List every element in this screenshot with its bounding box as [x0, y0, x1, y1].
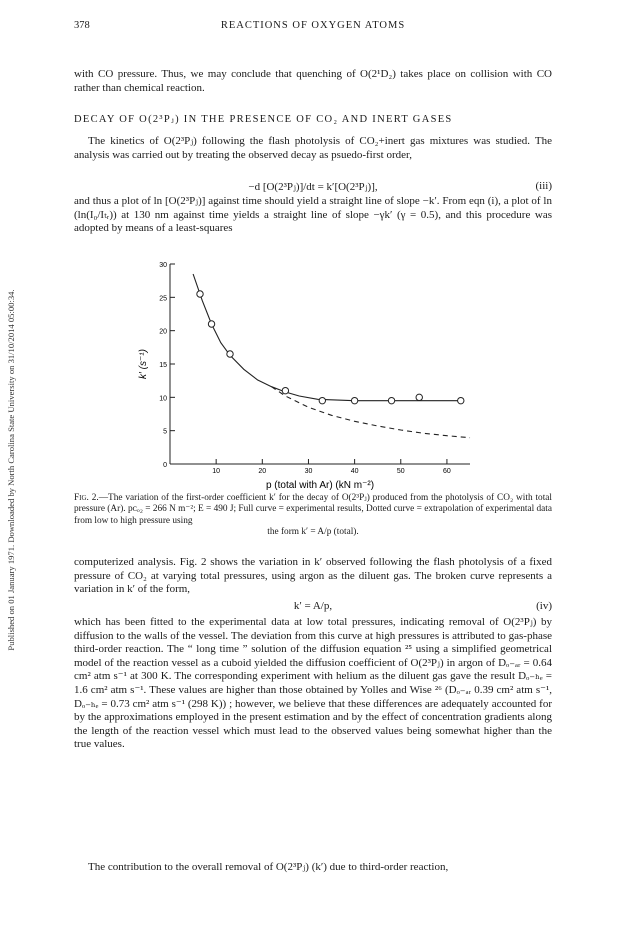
paragraph-4-text: computerized analysis. Fig. 2 shows the variation in k′ observed following the flash photolysis of a fixed pressure of CO₂ at varying total pressures, using argon as the diluent gas. The broken curve represents a variation in k′ of the form, — [74, 556, 552, 596]
y-tick-label: 10 — [159, 395, 167, 403]
paragraph-6-text: The contribution to the overall removal of O(2³Pⱼ) (k′) due to third-order reaction, — [88, 861, 449, 873]
equation-iii-body: −d [O(2³Pⱼ)]/dt = k′[O(2³Pⱼ)], — [248, 181, 378, 193]
running-title: REACTIONS OF OXYGEN ATOMS — [220, 20, 406, 31]
paragraph-2 — [74, 135, 552, 162]
x-tick-label: 40 — [350, 468, 359, 475]
caption-last-line: the form k′ = A/p (total). — [267, 527, 359, 538]
x-tick-label: 30 — [304, 468, 313, 475]
paragraph-4 — [74, 556, 552, 597]
x-axis-label: p (total with Ar) (kN m⁻²) — [265, 480, 375, 491]
x-ticks — [212, 459, 451, 475]
paragraph-1 — [74, 68, 552, 95]
paragraph-2-text: The kinetics of O(2³Pⱼ) following the flash photolysis of CO₂+inert gas mixtures was studied. The analysis was carried out by treating the observed decay as psuedo-first order, — [74, 135, 552, 161]
paragraph-5-text: which has been fitted to the experimental data at low total pressures, indicating removal of O(2³Pⱼ) by diffusion to the walls of the vessel. The deviation from this curve at high pressures is attributed to gas-phase third-order reaction. The “ long time ” solution of the diffusion equation ²⁵ using a simplified geometrical model of the reaction vessel as a cuboid yielded the diffusion coefficient of O(2³Pⱼ) in argon of Dₒ₋ₐᵣ = 0.64 cm² atm s⁻¹ at 300 K. The corresponding experiment with helium as the diluent gas gave the result Dₒ₋ₕₑ = 1.6 cm² atm s⁻¹. These values are higher than those obtained by Yolles and Wise ²⁶ (Dₒ₋ₐᵣ 0.39 cm² atm s⁻¹, Dₒ₋ₕₑ = 0.73 cm² atm s⁻¹ (298 K)) ; however, we believe that these differences are adequately accounted for by the approximations employed in the present estimation and by the effect of concentration gradients along the length of the reaction vessel which must lead to the observed values being somewhat higher than the true values. — [74, 616, 552, 751]
y-tick-label: 0 — [163, 462, 167, 469]
equation-iv-number: (iv) — [536, 600, 552, 612]
paragraph-3-text: and thus a plot of ln [O(2³Pⱼ)] against time should yield a straight line of slope −k′. From eqn (i), a plot of ln (ln(I₀/Iₜᵣ)) at 130 nm against time yields a straight line of slope −γk′ (γ = 0.5), and this procedure was adopted by means of a least-squares — [74, 195, 552, 235]
data-point — [197, 291, 203, 297]
data-point — [208, 321, 214, 327]
data-point — [227, 351, 233, 357]
x-tick-label: 10 — [212, 468, 221, 475]
chart-axes — [170, 264, 470, 464]
data-point — [319, 397, 325, 403]
y-axis-label: k′ (s⁻¹) — [138, 349, 149, 379]
extrapolation-curve — [272, 387, 471, 438]
y-tick-label: 25 — [159, 295, 167, 303]
watermark-text: Published on 01 January 1971. Downloaded by North Carolina State University on 31/10/2014 05:00:34. — [6, 289, 16, 651]
data-point — [416, 394, 422, 400]
equation-iv-body: k′ = A/p, — [293, 600, 333, 612]
section-title: DECAY OF O(2³Pⱼ) IN THE PRESENCE OF CO₂ AND INERT GASES — [74, 114, 453, 125]
y-tick-label: 5 — [163, 428, 167, 436]
chart-points — [197, 291, 464, 404]
y-ticks — [159, 262, 175, 469]
y-tick-label: 15 — [159, 362, 167, 369]
figure-caption — [74, 493, 552, 539]
fitted-curve — [193, 274, 461, 401]
x-tick-label: 60 — [443, 468, 451, 475]
paragraph-3 — [74, 195, 552, 236]
x-tick-label: 20 — [258, 468, 267, 475]
data-point — [458, 397, 464, 403]
caption-body: —The variation of the first-order coefficient k′ for the decay of O(2³Pⱼ) produced from the photolysis of CO₂ with total pressure (Ar). pᴄₒ₂ = 266 N m⁻²; E = 490 J; Full curve = experimental results, Dotted curve = extrapolation of experimental data from low to high pressure using — [74, 493, 552, 526]
figure-label: Fig. 2. — [74, 493, 99, 503]
equation-iv — [74, 600, 552, 614]
data-point — [388, 397, 394, 403]
data-point — [351, 397, 357, 403]
y-tick-label: 30 — [159, 262, 167, 269]
equation-iii-number: (iii) — [535, 180, 552, 192]
figure-2-chart — [0, 256, 624, 492]
chart-curves — [193, 274, 470, 438]
paragraph-1-text: with CO pressure. Thus, we may conclude that quenching of O(2¹D₂) takes place on collision with CO rather than chemical reaction. — [74, 68, 552, 94]
equation-iii — [74, 180, 552, 194]
data-point — [282, 387, 288, 393]
paragraph-6 — [74, 861, 552, 875]
y-tick-label: 20 — [159, 328, 167, 336]
x-tick-label: 50 — [396, 468, 405, 475]
page-number: 378 — [74, 20, 90, 31]
paragraph-5 — [74, 616, 552, 752]
